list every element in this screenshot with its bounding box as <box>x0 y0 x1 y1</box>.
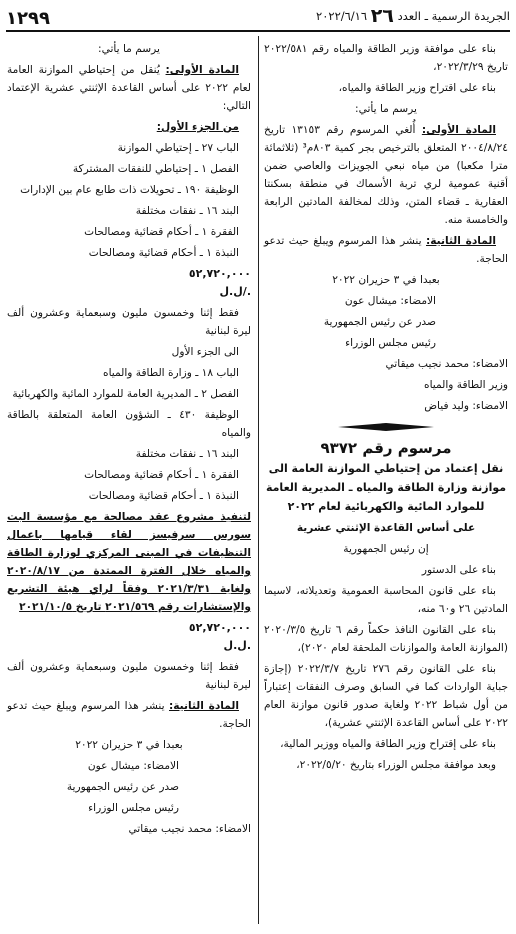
consideration: بناء على الدستور <box>421 564 496 576</box>
decree-basis: على أساس القاعدة الإثنتي عشرية <box>296 522 476 534</box>
issued-by: صدر عن رئيس الجمهورية <box>323 316 436 328</box>
president-signature: الامضاء: ميشال عون <box>344 295 436 307</box>
budget-part: من الجزء الأول: <box>156 121 239 133</box>
gazette-title <box>316 5 510 30</box>
issue-date: ٢٠٢٢/٦/١٦ <box>316 9 368 23</box>
budget-subitem: النبذة ١ ـ أحكام قضائية ومصالحات <box>88 490 239 502</box>
article-two <box>264 232 508 268</box>
decree-formula: يرسم ما يأتي: <box>98 43 160 55</box>
minister-title: وزير الطاقة والمياه <box>424 379 508 391</box>
minister-signature: الامضاء: وليد فياض <box>424 400 508 412</box>
consideration: بناء على القانون النافذ حكماً رقم ٦ تاريخ ٢٠٢٠/٣/٥ (الموازنة العامة والموازنات الملحقة لعام ٢٠٢٠)، <box>264 624 508 654</box>
article-text: ينشر هذا المرسوم ويبلغ حيث تدعو الحاجة. <box>264 235 508 265</box>
section-separator <box>338 423 434 431</box>
article-label: المادة الثانية: <box>169 700 239 712</box>
article-two <box>7 697 251 733</box>
page-number: ١٢٩٩ <box>6 8 50 29</box>
column-divider <box>258 36 259 924</box>
budget-chapter: الباب ١٨ ـ وزارة الطاقة والمياه <box>103 367 239 379</box>
amount-words: فقط إثنا وخمسون مليون وسبعماية وعشرون ألف ليرة لبنانية <box>7 307 251 337</box>
budget-paragraph: الفقرة ١ ـ أحكام قضائية ومصالحات <box>84 226 239 238</box>
page-header <box>6 6 510 32</box>
budget-function: الوظيفة ١٩٠ ـ تحويلات ذات طابع عام بين الإدارات <box>20 184 239 196</box>
decree-title: نقل إعتماد من إحتياطي الموازنة العامة الى موازنة وزارة الطاقة والمياه ـ المديرية العامة للموارد المائية والكهربائية لعام ٢٠٢٢ <box>265 462 507 513</box>
pm-signature: الامضاء: محمد نجيب ميقاتي <box>385 358 508 370</box>
budget-item: البند ١٦ ـ نفقات مختلفة <box>135 205 239 217</box>
preamble-paragraph: بناء على موافقة وزير الطاقة والمياه رقم ٢٠٢٢/٥٨١ تاريخ ٢٠٢٢/٣/٢٩، <box>264 43 508 73</box>
consideration: بناء على إقتراح وزير الطاقة والمياه ووزير المالية، <box>280 738 496 750</box>
budget-subitem: النبذة ١ ـ أحكام قضائية ومصالحات <box>88 247 239 259</box>
issue-number: ٢٦ <box>370 5 394 27</box>
budget-paragraph: الفقرة ١ ـ أحكام قضائية ومصالحات <box>84 469 239 481</box>
preamble-paragraph: بناء على اقتراح وزير الطاقة والمياه، <box>338 82 496 94</box>
article-one <box>7 61 251 115</box>
president-signature: الامضاء: ميشال عون <box>87 760 179 772</box>
article-one <box>264 121 508 229</box>
left-column <box>7 40 251 841</box>
article-text: يُنقل من إحتياطي الموازنة العامة لعام ٢٠٢٢ على أساس القاعدة الإثنتي عشرية الإعتماد التالي: <box>7 64 251 112</box>
date-line: بعبدا في ٣ حزيران ٢٠٢٢ <box>75 739 183 751</box>
budget-function: الوظيفة ٤٣٠ ـ الشؤون العامة المتعلقة بالطاقة والمياه <box>7 409 251 439</box>
amount-figure: ٥٢,٧٢٠,٠٠٠ ل.ل. <box>188 621 251 652</box>
budget-item: البند ١٦ ـ نفقات مختلفة <box>135 448 239 460</box>
article-label: المادة الأولى: <box>421 124 496 136</box>
issued-by: صدر عن رئيس الجمهورية <box>66 781 179 793</box>
budget-section: الفصل ٢ ـ المديرية العامة للموارد المائية والكهربائية <box>12 388 239 400</box>
decree-number: مرسوم رقم ٩٣٧٢ <box>320 439 452 457</box>
consideration: وبعد موافقة مجلس الوزراء بتاريخ ٢٠٢٢/٥/٢٠، <box>296 759 496 771</box>
right-column <box>264 40 508 777</box>
article-label: المادة الثانية: <box>426 235 496 247</box>
article-text: أُلغي المرسوم رقم ١٣١٥٣ تاريخ ٢٠٠٤/٨/٢٤ المتعلق بالترخيص بجر كمية ٨٠٣م³ (ثلاثمائة مترا مكعبا) من مياه نبعي الجويزات والعاصي ضمن أقنية عمومية لري تربة الأسماك في منطقة بسكنتا العقارية ـ قضاء المتن، وذلك لمخالفة المادتين الرابعة والخامسة منه. <box>264 124 508 226</box>
gazette-name: الجريدة الرسمية ـ العدد <box>397 9 510 23</box>
date-line: بعبدا في ٣ حزيران ٢٠٢٢ <box>332 274 440 286</box>
budget-section: الفصل ١ ـ إحتياطي للنفقات المشتركة <box>72 163 239 175</box>
purpose-statement: لتنفيذ مشروع عقد مصالحة مع مؤسسة البت سورس سرفيسز لقاء قيامها باعمال التنظيفات في المبنى المركزي لوزارة الطاقة والمياه خلال الفترة الممتدة من ٢٠٢٠/٨/١٧ ولغاية ٢٠٢١/٣/٣١ وفقاً لراي هيئة التشريع والإستشارات رقم ٢٠٢١/٥٦٩ تاريخ ٢٠٢١/١٠/٥ <box>7 511 251 613</box>
consideration: بناء على القانون رقم ٢٧٦ تاريخ ٢٠٢٢/٣/٧ (إجازة جباية الواردات كما في السابق وصرف النفقات إعتباراً من أول شباط ٢٠٢٢ ولغاية صدور قانون موازنة العام ٢٠٢٢ على أساس القاعدة الإثنتي عشرية)، <box>264 663 508 729</box>
president-intro: إن رئيس الجمهورية <box>343 543 429 555</box>
amount-figure: ٥٢,٧٢٠,٠٠٠ /ل.ل. <box>188 267 251 298</box>
article-text: ينشر هذا المرسوم ويبلغ حيث تدعو الحاجة. <box>7 700 251 730</box>
pm-title: رئيس مجلس الوزراء <box>345 337 436 349</box>
article-label: المادة الأولى: <box>165 64 239 76</box>
budget-chapter: الباب ٢٧ ـ إحتياطي الموازنة <box>117 142 239 154</box>
budget-part: الى الجزء الأول <box>171 346 239 358</box>
pm-signature: الامضاء: محمد نجيب ميقاتي <box>128 823 251 835</box>
decree-formula: يرسم ما يأتي: <box>355 103 417 115</box>
consideration: بناء على قانون المحاسبة العمومية وتعديلاته، لاسيما المادتين ٢٦ و٦٠ منه، <box>264 585 508 615</box>
pm-title: رئيس مجلس الوزراء <box>88 802 179 814</box>
amount-words: فقط إثنا وخمسون مليون وسبعماية وعشرون ألف ليرة لبنانية <box>7 661 251 691</box>
